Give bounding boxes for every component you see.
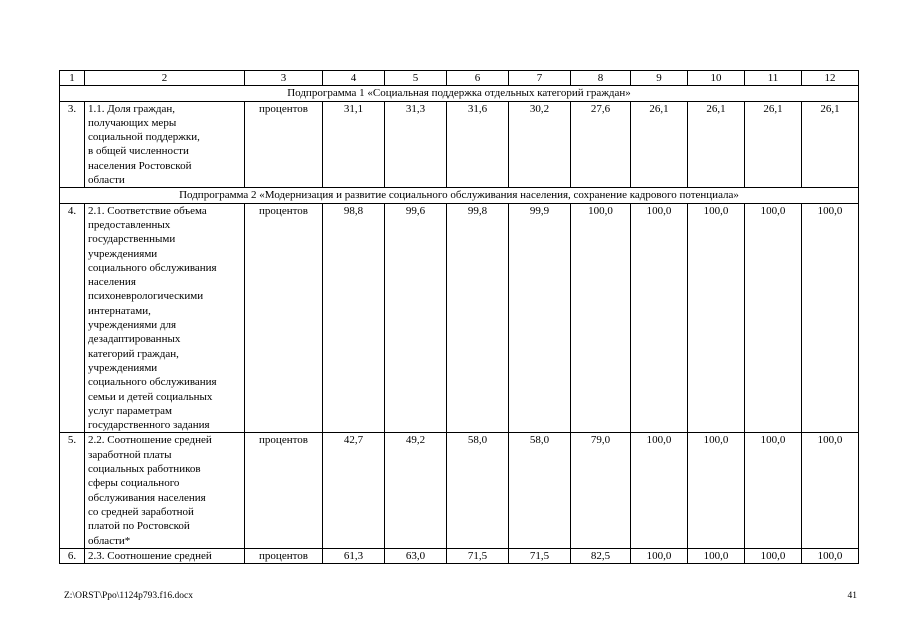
indicator-name-line: населения Ростовской bbox=[88, 159, 192, 172]
value-cell: 100,0 bbox=[631, 203, 688, 433]
indicator-name-line: сферы социального bbox=[88, 477, 180, 490]
indicator-name bbox=[85, 101, 245, 188]
value-cell: 26,1 bbox=[688, 101, 745, 188]
unit-cell: процентов bbox=[245, 203, 323, 433]
column-number-cell: 9 bbox=[631, 71, 688, 86]
value-cell: 100,0 bbox=[688, 548, 745, 563]
value-cell: 100,0 bbox=[802, 433, 859, 548]
value-cell: 100,0 bbox=[802, 548, 859, 563]
subprogram-title: Подпрограмма 1 «Социальная поддержка отдельных категорий граждан» bbox=[60, 86, 859, 101]
indicator-name-line: 1.1. Доля граждан, bbox=[88, 102, 176, 115]
indicator-name bbox=[85, 433, 245, 548]
value-cell: 79,0 bbox=[571, 433, 631, 548]
value-cell: 100,0 bbox=[631, 548, 688, 563]
value-cell: 49,2 bbox=[385, 433, 447, 548]
column-number-cell: 4 bbox=[323, 71, 385, 86]
unit-cell: процентов bbox=[245, 548, 323, 563]
indicator-name-line: интернатами, bbox=[88, 304, 151, 317]
indicator-name-line: семьи и детей социальных bbox=[88, 390, 213, 403]
indicator-name-line: учреждениями bbox=[88, 247, 158, 260]
indicator-name-line: заработной платы bbox=[88, 448, 172, 461]
column-number-cell: 3 bbox=[245, 71, 323, 86]
value-cell: 26,1 bbox=[802, 101, 859, 188]
value-cell: 58,0 bbox=[509, 433, 571, 548]
indicator-name-line: обслуживания населения bbox=[88, 491, 206, 504]
column-number-cell: 10 bbox=[688, 71, 745, 86]
column-number-cell: 8 bbox=[571, 71, 631, 86]
indicator-name-line: в общей численности bbox=[88, 145, 189, 158]
column-number-cell: 6 bbox=[447, 71, 509, 86]
value-cell: 63,0 bbox=[385, 548, 447, 563]
row-number: 5. bbox=[60, 433, 85, 548]
indicator-name bbox=[85, 548, 245, 563]
indicator-name-line: социальной поддержки, bbox=[88, 131, 200, 144]
indicator-name-line: учреждениями для bbox=[88, 319, 177, 332]
indicator-name-line: категорий граждан, bbox=[88, 347, 179, 360]
subprogram-row bbox=[60, 86, 859, 101]
indicator-name-line: социального обслуживания bbox=[88, 261, 217, 274]
table-row bbox=[60, 203, 859, 433]
indicator-name-line: 2.2. Соотношение средней bbox=[88, 434, 212, 447]
indicator-name-line: населения bbox=[88, 276, 136, 289]
value-cell: 82,5 bbox=[571, 548, 631, 563]
value-cell: 58,0 bbox=[447, 433, 509, 548]
value-cell: 27,6 bbox=[571, 101, 631, 188]
column-number-cell: 1 bbox=[60, 71, 85, 86]
indicator-name-line: государственного задания bbox=[88, 419, 210, 432]
indicator-name-line: 2.1. Соответствие объема bbox=[88, 204, 207, 217]
value-cell: 71,5 bbox=[447, 548, 509, 563]
indicator-name-line: социальных работников bbox=[88, 463, 201, 476]
row-number: 4. bbox=[60, 203, 85, 433]
subprogram-title: Подпрограмма 2 «Модернизация и развитие социального обслуживания населения, сохранение кадрового потенциала» bbox=[60, 188, 859, 203]
indicator-name bbox=[85, 203, 245, 433]
value-cell: 100,0 bbox=[745, 203, 802, 433]
value-cell: 61,3 bbox=[323, 548, 385, 563]
column-number-cell: 12 bbox=[802, 71, 859, 86]
unit-cell: процентов bbox=[245, 433, 323, 548]
column-number-cell: 2 bbox=[85, 71, 245, 86]
indicator-name-line: учреждениями bbox=[88, 361, 158, 374]
indicator-name-line: предоставленных bbox=[88, 218, 171, 231]
indicator-name-line: дезадаптированных bbox=[88, 333, 181, 346]
column-number-cell: 7 bbox=[509, 71, 571, 86]
column-number-cell: 5 bbox=[385, 71, 447, 86]
footer-page-number: 41 bbox=[847, 591, 857, 601]
value-cell: 31,1 bbox=[323, 101, 385, 188]
value-cell: 31,6 bbox=[447, 101, 509, 188]
indicator-name-line: области* bbox=[88, 534, 131, 547]
value-cell: 99,6 bbox=[385, 203, 447, 433]
value-cell: 100,0 bbox=[631, 433, 688, 548]
indicator-name-line: государственными bbox=[88, 233, 176, 246]
indicator-name-line: психоневрологическими bbox=[88, 290, 204, 303]
column-number-row bbox=[60, 71, 859, 86]
value-cell: 31,3 bbox=[385, 101, 447, 188]
indicator-name-line: услуг параметрам bbox=[88, 404, 172, 417]
column-number-cell: 11 bbox=[745, 71, 802, 86]
indicators-table bbox=[59, 70, 859, 564]
row-number: 3. bbox=[60, 101, 85, 188]
indicator-name-line: платой по Ростовской bbox=[88, 520, 190, 533]
value-cell: 26,1 bbox=[745, 101, 802, 188]
value-cell: 30,2 bbox=[509, 101, 571, 188]
value-cell: 71,5 bbox=[509, 548, 571, 563]
indicator-name-line: области bbox=[88, 174, 125, 187]
table-row bbox=[60, 433, 859, 548]
value-cell: 100,0 bbox=[688, 203, 745, 433]
indicator-name-line: социального обслуживания bbox=[88, 376, 217, 389]
subprogram-row bbox=[60, 188, 859, 203]
value-cell: 42,7 bbox=[323, 433, 385, 548]
table-row bbox=[60, 101, 859, 188]
indicator-name-line: 2.3. Соотношение средней bbox=[88, 549, 212, 562]
table-row bbox=[60, 548, 859, 563]
value-cell: 100,0 bbox=[745, 548, 802, 563]
indicator-name-line: со средней заработной bbox=[88, 505, 194, 518]
value-cell: 100,0 bbox=[745, 433, 802, 548]
unit-cell: процентов bbox=[245, 101, 323, 188]
row-number: 6. bbox=[60, 548, 85, 563]
footer-file-path: Z:\ORST\Ppo\1124p793.f16.docx bbox=[64, 591, 193, 601]
indicator-name-line: получающих меры bbox=[88, 116, 177, 129]
value-cell: 99,8 bbox=[447, 203, 509, 433]
value-cell: 26,1 bbox=[631, 101, 688, 188]
value-cell: 100,0 bbox=[571, 203, 631, 433]
value-cell: 100,0 bbox=[688, 433, 745, 548]
value-cell: 98,8 bbox=[323, 203, 385, 433]
value-cell: 100,0 bbox=[802, 203, 859, 433]
value-cell: 99,9 bbox=[509, 203, 571, 433]
